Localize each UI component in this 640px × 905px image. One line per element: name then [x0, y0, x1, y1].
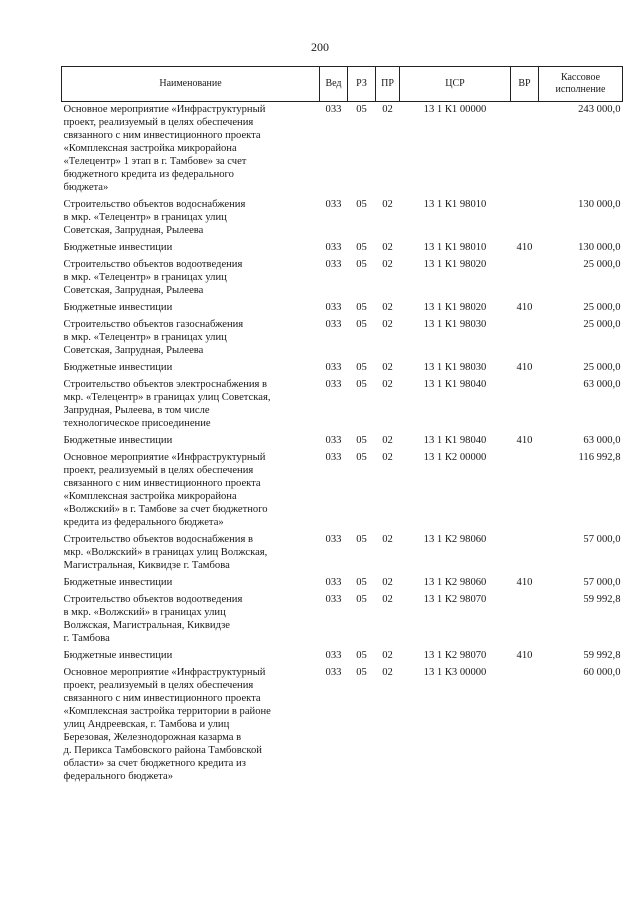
row-vr: 410 [516, 650, 533, 661]
row-amount: 57 000,0 [583, 577, 621, 588]
row-rz: 05 [356, 650, 367, 661]
row-pr: 02 [382, 379, 393, 390]
row-vr [511, 592, 539, 648]
row-name: Строительство объектов электроснабжения в мкр. «Телецентр» в границах улиц Советская, Запрудная, Рылеева, в том числе технологическое присоединение [63, 379, 271, 429]
row-pr: 02 [382, 242, 393, 253]
row-name: Строительство объектов газоснабжения в мкр. «Телецентр» в границах улиц Советская, Запрудная, Рылеева [63, 319, 244, 356]
table-row [62, 102, 623, 198]
table-row [62, 592, 623, 648]
row-rz: 05 [356, 319, 367, 330]
table-row [62, 300, 623, 317]
row-ved: 033 [325, 259, 342, 270]
row-amount: 59 992,8 [583, 594, 621, 605]
row-ved: 033 [325, 577, 342, 588]
row-ved: 033 [325, 104, 342, 115]
table-row [62, 257, 623, 300]
row-rz: 05 [356, 199, 367, 210]
row-amount: 25 000,0 [583, 259, 621, 270]
table-row [62, 377, 623, 433]
row-ved: 033 [325, 534, 342, 545]
row-csr: 13 1 К2 98070 [423, 650, 487, 661]
row-csr: 13 1 К2 98060 [423, 577, 487, 588]
row-ved: 033 [325, 650, 342, 661]
row-csr: 13 1 К3 00000 [423, 667, 487, 678]
row-csr: 13 1 К1 00000 [423, 104, 487, 115]
row-csr: 13 1 К1 98040 [423, 379, 487, 390]
row-pr: 02 [382, 577, 393, 588]
table-row [62, 197, 623, 240]
row-ved: 033 [325, 594, 342, 605]
row-csr: 13 1 К2 00000 [423, 452, 487, 463]
table-body [62, 102, 623, 787]
row-csr: 13 1 К1 98030 [423, 319, 487, 330]
header-ved: Вед [320, 67, 348, 102]
row-pr: 02 [382, 594, 393, 605]
row-amount: 116 992,8 [578, 452, 621, 463]
row-vr [511, 102, 539, 198]
row-pr: 02 [382, 435, 393, 446]
page-number: 200 [311, 40, 329, 54]
row-rz: 05 [356, 242, 367, 253]
row-rz: 05 [356, 362, 367, 373]
row-csr: 13 1 К2 98060 [423, 534, 487, 545]
row-csr: 13 1 К1 98020 [423, 302, 487, 313]
row-name: Основное мероприятие «Инфраструктурный проект, реализуемый в целях обеспечения связанного с ним инвестиционного проекта «Комплексная застройка микрорайона «Телецентр» 1 этап в г. Тамбове» за счет бюджетного кредита из федерального бюджета» [63, 104, 266, 193]
row-pr: 02 [382, 104, 393, 115]
row-csr: 13 1 К1 98020 [423, 259, 487, 270]
row-csr: 13 1 К1 98030 [423, 362, 487, 373]
row-pr: 02 [382, 650, 393, 661]
row-rz: 05 [356, 104, 367, 115]
row-pr: 02 [382, 667, 393, 678]
row-rz: 05 [356, 452, 367, 463]
row-amount: 25 000,0 [583, 362, 621, 373]
row-vr [511, 377, 539, 433]
row-amount: 25 000,0 [583, 319, 621, 330]
row-ved: 033 [325, 319, 342, 330]
row-name: Строительство объектов водоснабжения в мкр. «Телецентр» в границах улиц Советская, Запрудная, Рылеева [63, 199, 246, 236]
header-csr: ЦСР [400, 67, 511, 102]
row-name: Основное мероприятие «Инфраструктурный проект, реализуемый в целях обеспечения связанного с ним инвестиционного проекта «Комплексная застройка территории в районе улиц Андреевская, г. Тамбова и улиц Березовая, Железнодорожная казарма в д. Перикса Тамбовского района Тамбовской области» за счет бюджетного кредита из федерального бюджета» [63, 667, 271, 782]
table-header [62, 67, 623, 102]
row-name: Строительство объектов водоотведения в мкр. «Волжский» в границах улиц Волжская, Магистральная, Киквидзе г. Тамбова [63, 594, 243, 644]
table-row [62, 665, 623, 786]
header-pr: ПР [376, 67, 400, 102]
row-pr: 02 [382, 199, 393, 210]
row-pr: 02 [382, 452, 393, 463]
row-ved: 033 [325, 362, 342, 373]
row-amount: 130 000,0 [578, 242, 621, 253]
row-vr [511, 532, 539, 575]
row-rz: 05 [356, 534, 367, 545]
row-rz: 05 [356, 667, 367, 678]
header-amount: Кассовое исполнение [539, 67, 623, 102]
row-amount: 63 000,0 [583, 435, 621, 446]
row-ved: 033 [325, 435, 342, 446]
row-rz: 05 [356, 379, 367, 390]
row-csr: 13 1 К2 98070 [423, 594, 487, 605]
row-csr: 13 1 К1 98010 [423, 242, 487, 253]
row-pr: 02 [382, 319, 393, 330]
row-ved: 033 [325, 199, 342, 210]
table-row [62, 648, 623, 665]
row-rz: 05 [356, 302, 367, 313]
header-rz: РЗ [348, 67, 376, 102]
row-vr: 410 [516, 302, 533, 313]
row-vr: 410 [516, 435, 533, 446]
row-name: Строительство объектов водоотведения в мкр. «Телецентр» в границах улиц Советская, Запрудная, Рылеева [63, 259, 243, 296]
table-row [62, 532, 623, 575]
row-name: Бюджетные инвестиции [63, 302, 173, 313]
row-vr [511, 197, 539, 240]
row-amount: 59 992,8 [583, 650, 621, 661]
row-csr: 13 1 К1 98010 [423, 199, 487, 210]
row-amount: 63 000,0 [583, 379, 621, 390]
row-amount: 60 000,0 [583, 667, 621, 678]
budget-table [61, 66, 623, 786]
row-pr: 02 [382, 302, 393, 313]
row-vr [511, 450, 539, 532]
row-csr: 13 1 К1 98040 [423, 435, 487, 446]
row-ved: 033 [325, 452, 342, 463]
table-row [62, 450, 623, 532]
row-vr [511, 317, 539, 360]
row-rz: 05 [356, 435, 367, 446]
header-name: Наименование [62, 67, 320, 102]
table-row [62, 575, 623, 592]
row-name: Бюджетные инвестиции [63, 577, 173, 588]
row-rz: 05 [356, 259, 367, 270]
row-vr [511, 665, 539, 786]
row-rz: 05 [356, 594, 367, 605]
row-name: Строительство объектов водоснабжения в мкр. «Волжский» в границах улиц Волжская, Магистральная, Киквидзе г. Тамбова [63, 534, 268, 571]
row-ved: 033 [325, 667, 342, 678]
row-ved: 033 [325, 242, 342, 253]
table-row [62, 317, 623, 360]
table-row [62, 240, 623, 257]
row-ved: 033 [325, 302, 342, 313]
row-vr [511, 257, 539, 300]
row-vr: 410 [516, 242, 533, 253]
row-amount: 25 000,0 [583, 302, 621, 313]
row-name: Бюджетные инвестиции [63, 362, 173, 373]
row-amount: 130 000,0 [578, 199, 621, 210]
row-amount: 57 000,0 [583, 534, 621, 545]
row-pr: 02 [382, 534, 393, 545]
row-amount: 243 000,0 [578, 104, 621, 115]
row-pr: 02 [382, 362, 393, 373]
row-name: Бюджетные инвестиции [63, 650, 173, 661]
table-row [62, 360, 623, 377]
row-name: Бюджетные инвестиции [63, 242, 173, 253]
row-vr: 410 [516, 577, 533, 588]
row-vr: 410 [516, 362, 533, 373]
row-name: Бюджетные инвестиции [63, 435, 173, 446]
row-ved: 033 [325, 379, 342, 390]
row-name: Основное мероприятие «Инфраструктурный проект, реализуемый в целях обеспечения связанного с ним инвестиционного проекта «Комплексная застройка микрорайона «Волжский» в г. Тамбове за счет бюджетного кредита из федерального бюджета» [63, 452, 268, 528]
header-vr: ВР [511, 67, 539, 102]
row-rz: 05 [356, 577, 367, 588]
table-row [62, 433, 623, 450]
row-pr: 02 [382, 259, 393, 270]
